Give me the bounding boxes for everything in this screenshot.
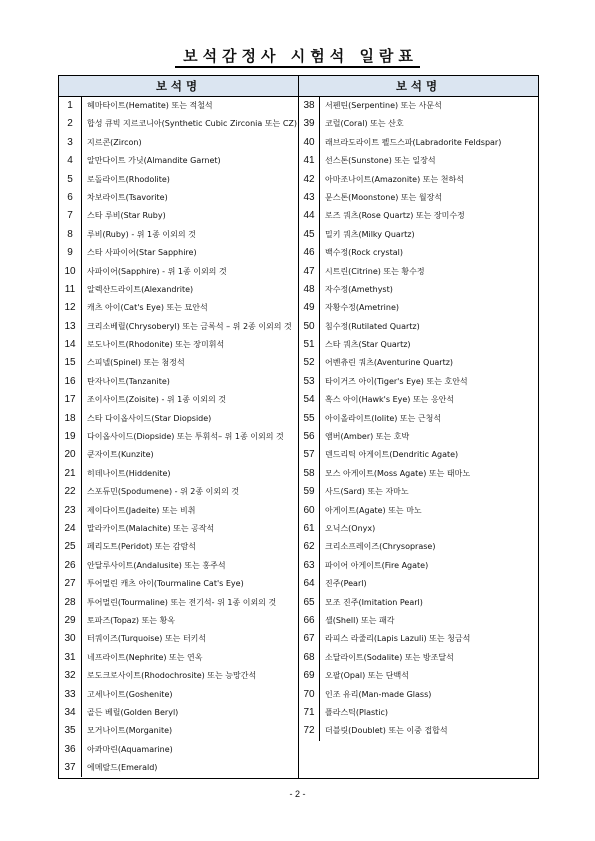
table-row [59, 410, 298, 428]
table-row [59, 465, 298, 483]
gem-name: 로돌라이트(Rhodolite) [87, 174, 170, 184]
gem-name: 스타 루비(Star Ruby) [87, 211, 166, 221]
row-number: 46 [299, 244, 320, 262]
row-number: 51 [299, 336, 320, 354]
row-number: 31 [59, 649, 82, 667]
row-number: 60 [299, 502, 320, 520]
table-row [59, 207, 298, 225]
table-row [299, 299, 538, 317]
gem-name: 알렉산드라이트(Alexandrite) [87, 284, 194, 294]
gem-name: 헤마타이트(Hematite) 또는 적철석 [87, 101, 213, 110]
table-row [299, 318, 538, 336]
table-row [59, 263, 298, 281]
table-row [59, 115, 298, 133]
table-row [299, 612, 538, 630]
table-row [59, 667, 298, 685]
row-number: 13 [59, 318, 82, 336]
row-number: 26 [59, 557, 82, 575]
table-row [59, 373, 298, 391]
row-number: 65 [299, 594, 320, 612]
gem-name: 페리도트(Peridot) 또는 감람석 [87, 542, 196, 552]
table-row [59, 336, 298, 354]
row-number: 37 [59, 759, 82, 777]
page-title-text: 보석감정사 시험석 일람표 [175, 47, 420, 68]
row-number: 55 [299, 410, 320, 428]
table-row [299, 649, 538, 667]
row-number: 44 [299, 207, 320, 225]
table-row [59, 226, 298, 244]
gem-name: 아콰마린(Aquamarine) [87, 744, 173, 754]
gem-name: 투어멀린 캐츠 아이(Tourmaline Cat's Eye) [87, 579, 244, 589]
table-row [59, 97, 298, 115]
table-row [299, 630, 538, 648]
row-number: 2 [59, 115, 82, 133]
table-row [299, 391, 538, 409]
table-row [299, 704, 538, 722]
row-number: 15 [59, 354, 82, 372]
gem-name: 어벤츄린 쿼츠(Aventurine Quartz) [325, 358, 454, 368]
gem-name: 래브라도라이트 펠드스파(Labradorite Feldspar) [325, 137, 502, 147]
gem-name: 스피넬(Spinel) 또는 첨정석 [87, 358, 185, 368]
row-number: 62 [299, 538, 320, 556]
row-number: 33 [59, 686, 82, 704]
gem-name: 라피스 라줄리(Lapis Lazuli) 또는 청금석 [325, 634, 471, 644]
row-number: 40 [299, 134, 320, 152]
table-row [59, 538, 298, 556]
row-number: 42 [299, 171, 320, 189]
gem-name: 제이다이트(Jadeite) 또는 비취 [87, 505, 196, 515]
gem-name: 타이거즈 아이(Tiger's Eye) 또는 호안석 [325, 376, 468, 386]
table-row [299, 336, 538, 354]
row-number: 9 [59, 244, 82, 262]
row-number: 47 [299, 263, 320, 281]
gem-name: 아이올라이트(Iolite) 또는 근청석 [325, 413, 442, 423]
table-row [59, 575, 298, 593]
gem-name: 에메랄드(Emerald) [87, 763, 158, 773]
gem-name: 앰버(Amber) 또는 호박 [325, 432, 410, 442]
gem-name: 진주(Pearl) [325, 579, 367, 589]
row-number: 68 [299, 649, 320, 667]
row-number: 22 [59, 483, 82, 501]
table-row [299, 520, 538, 538]
gem-name: 크리소프레이즈(Chrysoprase) [325, 542, 436, 552]
gem-name: 조이사이트(Zoisite) - 위 1종 이외의 것 [87, 395, 226, 405]
gem-name: 안달루사이트(Andalusite) 또는 홍주석 [87, 560, 226, 570]
gem-name: 스타 다이옵사이드(Star Diopside) [87, 413, 212, 423]
table-row [59, 483, 298, 501]
gem-name: 캐츠 아이(Cat's Eye) 또는 묘안석 [87, 303, 208, 313]
right-column [299, 76, 538, 741]
row-number: 72 [299, 722, 320, 740]
gem-name: 말라카이트(Malachite) 또는 공작석 [87, 523, 215, 533]
gem-name: 코럴(Coral) 또는 산호 [325, 119, 404, 129]
row-number: 16 [59, 373, 82, 391]
table-row [59, 391, 298, 409]
gem-name: 스포듀민(Spodumene) - 위 2종 이외의 것 [87, 487, 240, 497]
gem-name: 아게이트(Agate) 또는 마노 [325, 505, 422, 515]
right-rows [299, 97, 538, 741]
table-row [59, 189, 298, 207]
gem-name: 사파이어(Sapphire) - 위 1종 이외의 것 [87, 266, 227, 276]
gem-name: 문스톤(Moonstone) 또는 월장석 [325, 192, 443, 202]
gem-name: 다이옵사이드(Diopside) 또는 투휘석– 위 1종 이외의 것 [87, 432, 284, 442]
table-row [299, 502, 538, 520]
row-number: 7 [59, 207, 82, 225]
table-row [299, 171, 538, 189]
table-row [59, 281, 298, 299]
table-row [299, 667, 538, 685]
gem-name: 오닉스(Onyx) [325, 523, 376, 533]
row-number: 32 [59, 667, 82, 685]
row-number: 34 [59, 704, 82, 722]
row-number: 71 [299, 704, 320, 722]
table-row [299, 134, 538, 152]
gem-name: 고세나이트(Goshenite) [87, 689, 173, 699]
row-number: 35 [59, 722, 82, 740]
row-number: 3 [59, 134, 82, 152]
gem-name: 로도크로사이트(Rhodochrosite) 또는 능망간석 [87, 671, 257, 681]
row-number: 11 [59, 281, 82, 299]
table-row [299, 722, 538, 740]
left-column [59, 76, 298, 777]
row-number: 45 [299, 226, 320, 244]
row-number: 70 [299, 686, 320, 704]
gem-name: 시트린(Citrine) 또는 황수정 [325, 266, 425, 276]
table-row [59, 152, 298, 170]
table-row [299, 354, 538, 372]
left-rows [59, 97, 298, 777]
gem-name: 스타 쿼츠(Star Quartz) [325, 340, 411, 350]
row-number: 23 [59, 502, 82, 520]
gem-name: 아마조나이트(Amazonite) 또는 천하석 [325, 174, 464, 184]
gem-name: 모거나이트(Morganite) [87, 726, 173, 736]
gem-table [58, 75, 539, 779]
gem-name: 골든 베릴(Golden Beryl) [87, 707, 179, 717]
table-row [59, 557, 298, 575]
gem-name: 침수정(Rutilated Quartz) [325, 321, 420, 331]
gem-name: 투어멀린(Tourmaline) 또는 전기석- 위 1종 이외의 것 [87, 597, 277, 607]
row-number: 57 [299, 446, 320, 464]
row-number: 29 [59, 612, 82, 630]
table-row [299, 575, 538, 593]
table-row [299, 686, 538, 704]
row-number: 19 [59, 428, 82, 446]
row-number: 30 [59, 630, 82, 648]
table-row [299, 263, 538, 281]
table-row [299, 428, 538, 446]
table-row [299, 557, 538, 575]
gem-name: 지르콘(Zircon) [87, 137, 142, 147]
row-number: 36 [59, 741, 82, 759]
table-row [59, 354, 298, 372]
page-title [0, 45, 595, 66]
gem-name: 자황수정(Ametrine) [325, 303, 399, 313]
gem-name: 로도나이트(Rhodonite) 또는 장미휘석 [87, 340, 225, 350]
table-row [59, 318, 298, 336]
gem-name: 모조 진주(Imitation Pearl) [325, 597, 423, 607]
row-number: 14 [59, 336, 82, 354]
gem-name: 인조 유리(Man-made Glass) [325, 689, 432, 699]
row-number: 67 [299, 630, 320, 648]
row-number: 61 [299, 520, 320, 538]
table-row [299, 410, 538, 428]
gem-name: 혹스 아이(Hawk's Eye) 또는 응안석 [325, 395, 455, 405]
row-number: 25 [59, 538, 82, 556]
table-row [59, 649, 298, 667]
row-number: 58 [299, 465, 320, 483]
row-number: 53 [299, 373, 320, 391]
table-row [59, 686, 298, 704]
page-number: - 2 - [289, 789, 306, 799]
table-row [299, 207, 538, 225]
gem-name: 터쿼이즈(Turquoise) 또는 터키석 [87, 634, 207, 644]
table-row [299, 446, 538, 464]
row-number: 10 [59, 263, 82, 281]
gem-name: 백수정(Rock crystal) [325, 248, 403, 258]
gem-name: 서펜틴(Serpentine) 또는 사문석 [325, 101, 442, 110]
table-row [299, 281, 538, 299]
table-row [299, 244, 538, 262]
row-number: 24 [59, 520, 82, 538]
gem-name: 모스 아게이트(Moss Agate) 또는 태마노 [325, 468, 471, 478]
gem-name: 더블릿(Doublet) 또는 이중 접합석 [325, 726, 448, 736]
gem-name: 선스톤(Sunstone) 또는 일장석 [325, 156, 436, 166]
table-row [59, 630, 298, 648]
gem-name: 밀키 쿼츠(Milky Quartz) [325, 229, 415, 239]
gem-name: 쿤자이트(Kunzite) [87, 450, 154, 460]
gem-name: 자수정(Amethyst) [325, 284, 393, 294]
row-number: 6 [59, 189, 82, 207]
gem-name: 루비(Ruby) - 위 1종 이외의 것 [87, 229, 196, 239]
table-row [299, 483, 538, 501]
row-number: 39 [299, 115, 320, 133]
row-number: 20 [59, 446, 82, 464]
table-row [59, 171, 298, 189]
gem-name: 소달라이트(Sodalite) 또는 방조달석 [325, 652, 454, 662]
row-number: 38 [299, 97, 320, 115]
gem-name: 히데나이트(Hiddenite) [87, 468, 171, 478]
row-number: 52 [299, 354, 320, 372]
row-number: 63 [299, 557, 320, 575]
table-row [299, 115, 538, 133]
gem-name: 파이어 아게이트(Fire Agate) [325, 560, 429, 570]
right-header: 보석명 [299, 76, 538, 97]
gem-name: 오팔(Opal) 또는 단백석 [325, 671, 409, 681]
gem-name: 차보라이트(Tsavorite) [87, 192, 168, 202]
row-number: 1 [59, 97, 82, 115]
row-number: 64 [299, 575, 320, 593]
row-number: 27 [59, 575, 82, 593]
table-row [59, 299, 298, 317]
gem-name: 덴드리틱 아게이트(Dendritic Agate) [325, 450, 459, 460]
table-row [59, 704, 298, 722]
table-row [299, 97, 538, 115]
left-header: 보석명 [59, 76, 298, 97]
table-row [299, 226, 538, 244]
row-number: 41 [299, 152, 320, 170]
table-row [299, 538, 538, 556]
row-number: 21 [59, 465, 82, 483]
gem-name: 플라스틱(Plastic) [325, 707, 389, 717]
table-row [59, 502, 298, 520]
gem-name: 합성 큐빅 지르코니아(Synthetic Cubic Zirconia 또는 CZ) [87, 119, 298, 129]
table-row [59, 594, 298, 612]
row-number: 56 [299, 428, 320, 446]
row-number: 8 [59, 226, 82, 244]
table-row [59, 722, 298, 740]
gem-name: 크리소베릴(Chrysoberyl) 또는 금록석 – 위 2종 이외의 것 [87, 321, 292, 331]
table-row [299, 189, 538, 207]
table-row [59, 612, 298, 630]
gem-name: 스타 사파이어(Star Sapphire) [87, 248, 197, 258]
gem-name: 로즈 쿼츠(Rose Quartz) 또는 장미수정 [325, 211, 465, 221]
table-row [299, 594, 538, 612]
gem-name: 네프라이트(Nephrite) 또는 연옥 [87, 652, 203, 662]
gem-name: 알만다이트 가닛(Almandite Garnet) [87, 156, 221, 166]
table-row [59, 741, 298, 759]
gem-name: 탄자나이트(Tanzanite) [87, 376, 170, 386]
row-number: 4 [59, 152, 82, 170]
row-number: 49 [299, 299, 320, 317]
row-number: 17 [59, 391, 82, 409]
row-number: 28 [59, 594, 82, 612]
row-number: 18 [59, 410, 82, 428]
row-number: 54 [299, 391, 320, 409]
table-row [299, 465, 538, 483]
gem-name: 셸(Shell) 또는 패각 [325, 615, 395, 625]
row-number: 69 [299, 667, 320, 685]
gem-name: 사드(Sard) 또는 자마노 [325, 487, 409, 497]
table-row [299, 373, 538, 391]
row-number: 66 [299, 612, 320, 630]
gem-name: 토파즈(Topaz) 또는 황옥 [87, 615, 176, 625]
table-row [299, 152, 538, 170]
row-number: 59 [299, 483, 320, 501]
table-row [59, 520, 298, 538]
row-number: 48 [299, 281, 320, 299]
row-number: 5 [59, 171, 82, 189]
table-row [59, 759, 298, 777]
row-number: 43 [299, 189, 320, 207]
row-number: 50 [299, 318, 320, 336]
table-row [59, 134, 298, 152]
table-row [59, 446, 298, 464]
table-row [59, 428, 298, 446]
row-number: 12 [59, 299, 82, 317]
table-row [59, 244, 298, 262]
